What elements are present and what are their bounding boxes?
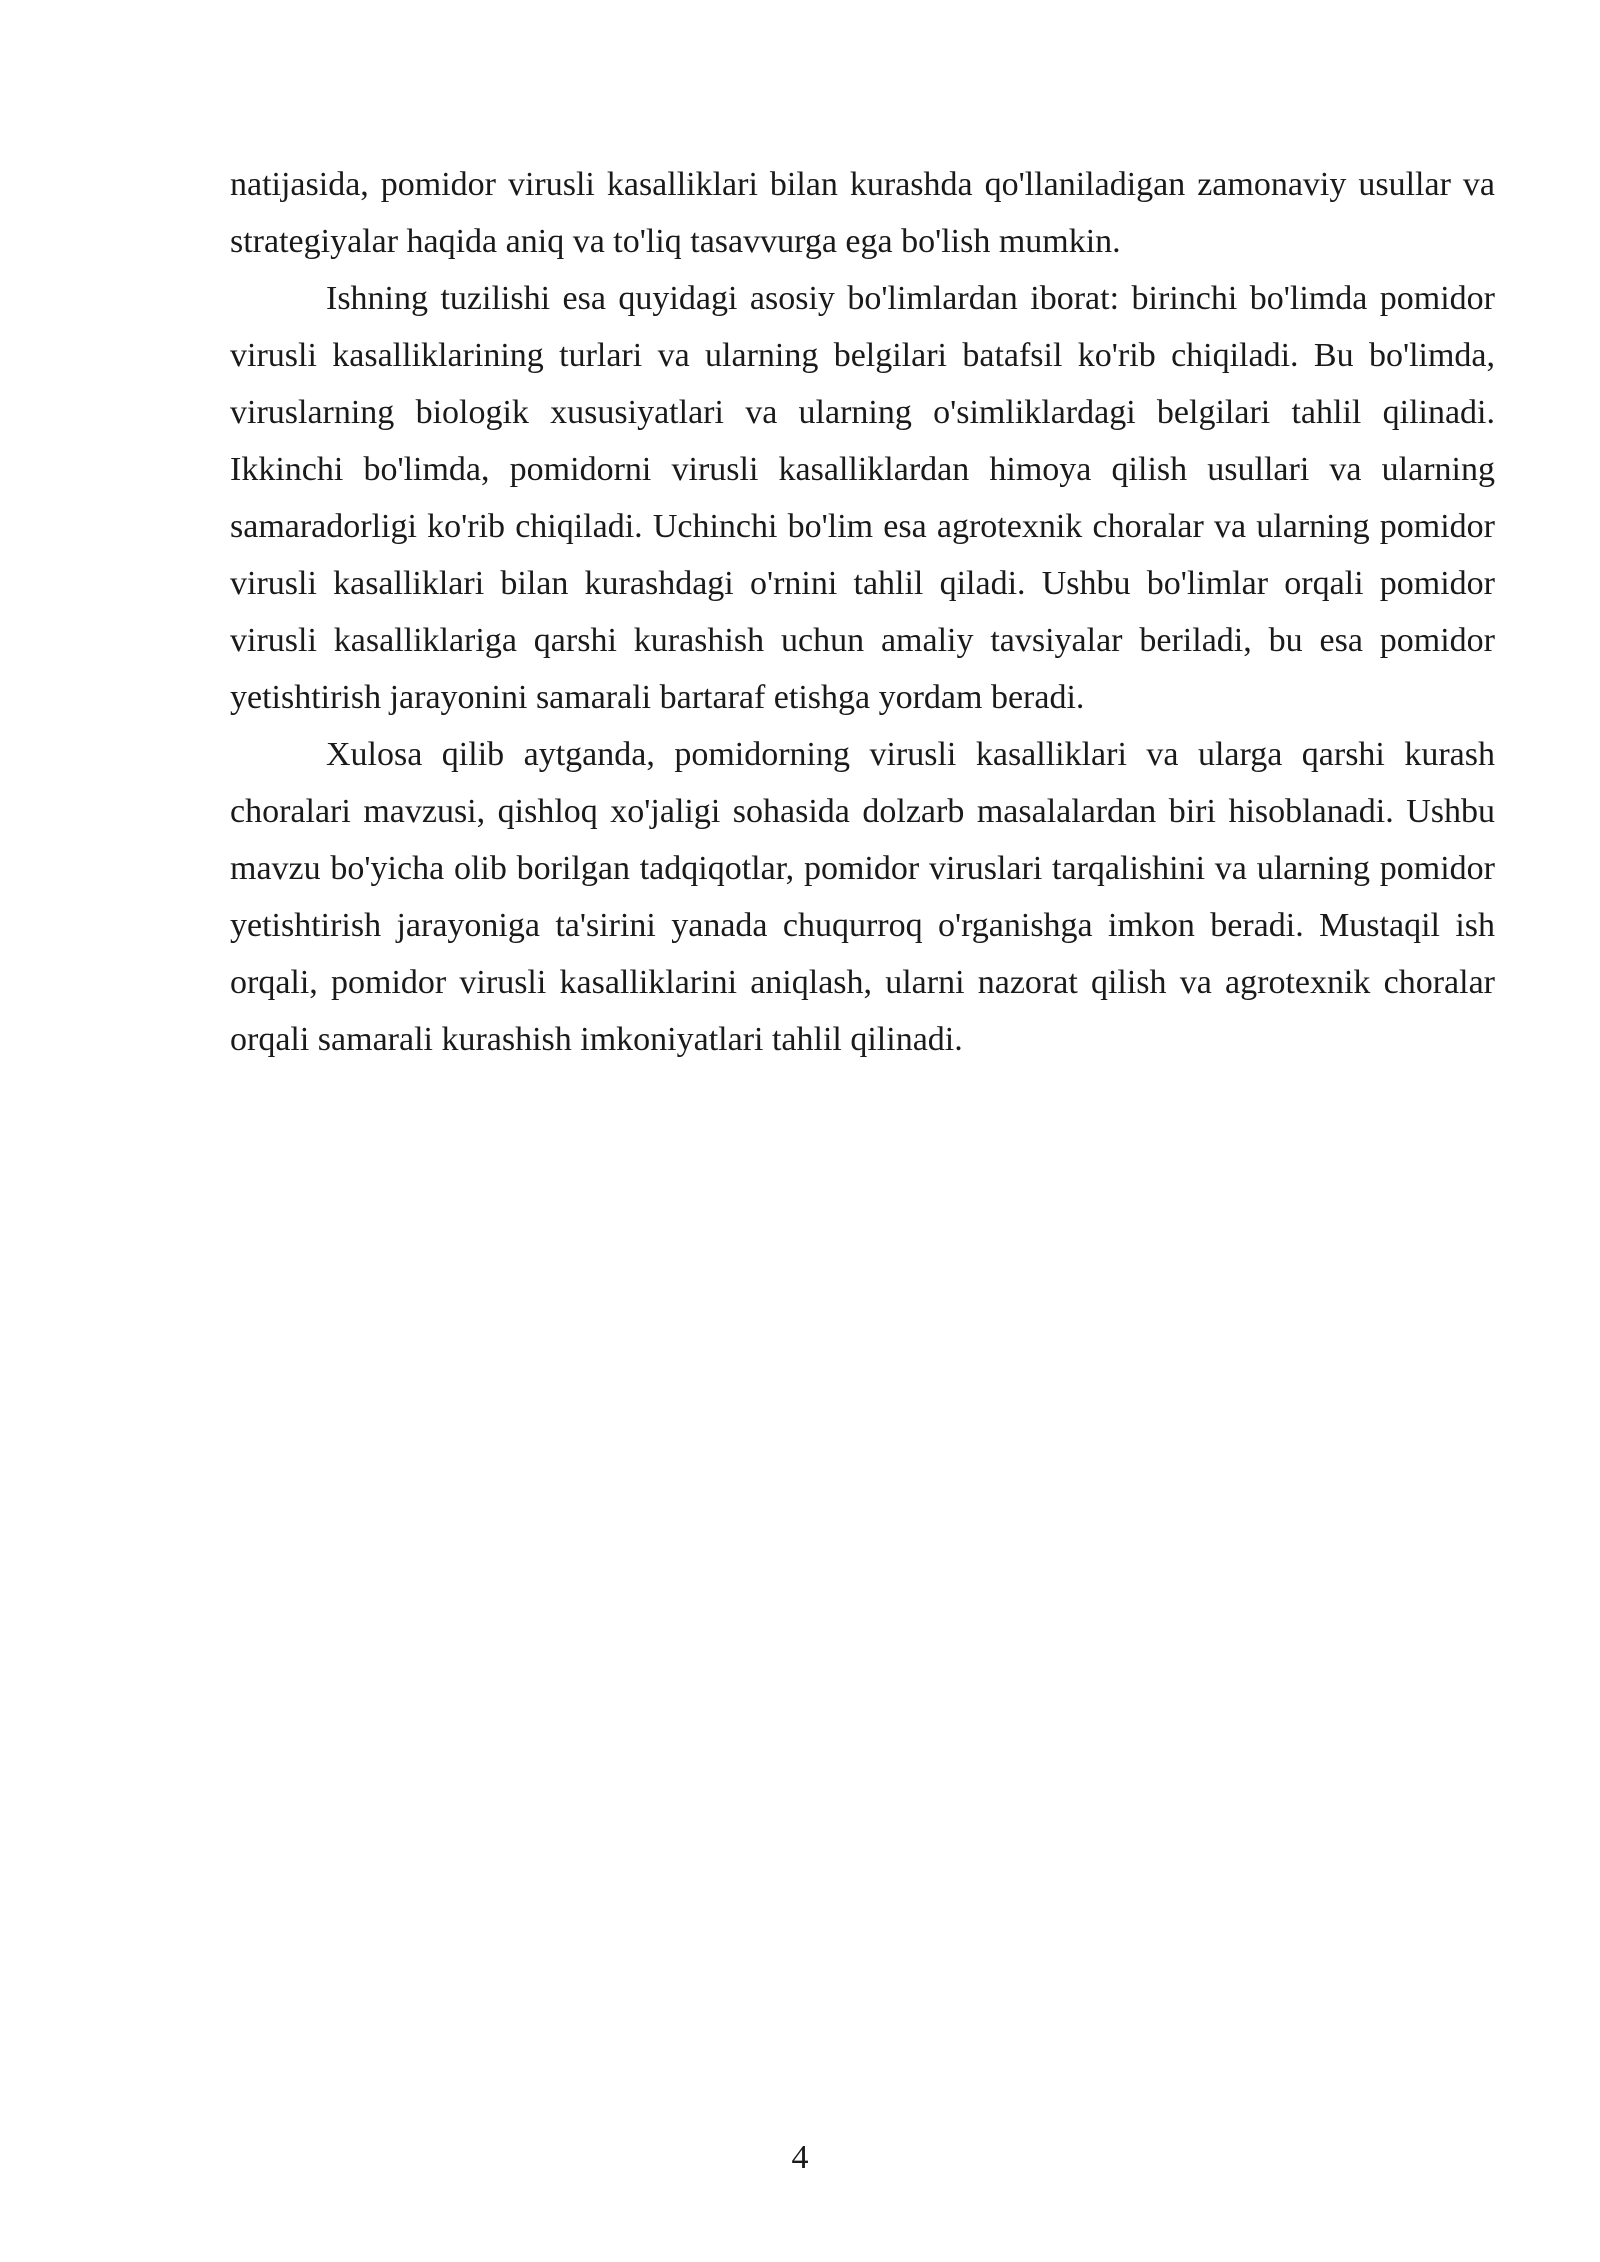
paragraph-conclusion: Xulosa qilib aytganda, pomidorning virusli kasalliklari va ularga qarshi kurash choralari mavzusi, qishloq xo'jaligi sohasida dolzarb masalalardan biri hisoblanadi. Ushbu mavzu bo'yicha olib borilgan tadqiqotlar, pomidor viruslari tarqalishini va ularning pomidor yetishtirish jarayoniga ta'sirini yanada chuqurroq o'rganishga imkon beradi. Mustaqil ish orqali, pomidor virusli kasalliklarini aniqlash, ularni nazorat qilish va agrotexnik choralar orqali samarali kurashish imkoniyatlari tahlil qilinadi. xyxy=(230,736,1495,1058)
body-text xyxy=(230,156,1495,1068)
paragraph-continuation: natijasida, pomidor virusli kasalliklari bilan kurashda qo'llaniladigan zamonaviy usullar va strategiyalar haqida aniq va to'liq tasavvurga ega bo'lish mumkin. xyxy=(230,166,1495,260)
paragraph-structure: Ishning tuzilishi esa quyidagi asosiy bo'limlardan iborat: birinchi bo'limda pomidor virusli kasalliklarining turlari va ularning belgilari batafsil ko'rib chiqiladi. Bu bo'limda, viruslarning biologik xususiyatlari va ularning o'simliklardagi belgilari tahlil qilinadi. Ikkinchi bo'limda, pomidorni virusli kasalliklardan himoya qilish usullari va ularning samaradorligi ko'rib chiqiladi. Uchinchi bo'lim esa agrotexnik choralar va ularning pomidor virusli kasalliklari bilan kurashdagi o'rnini tahlil qiladi. Ushbu bo'limlar orqali pomidor virusli kasalliklariga qarshi kurashish uchun amaliy tavsiyalar beriladi, bu esa pomidor yetishtirish jarayonini samarali bartaraf etishga yordam beradi. xyxy=(230,280,1495,716)
page-number: 4 xyxy=(791,2139,809,2176)
